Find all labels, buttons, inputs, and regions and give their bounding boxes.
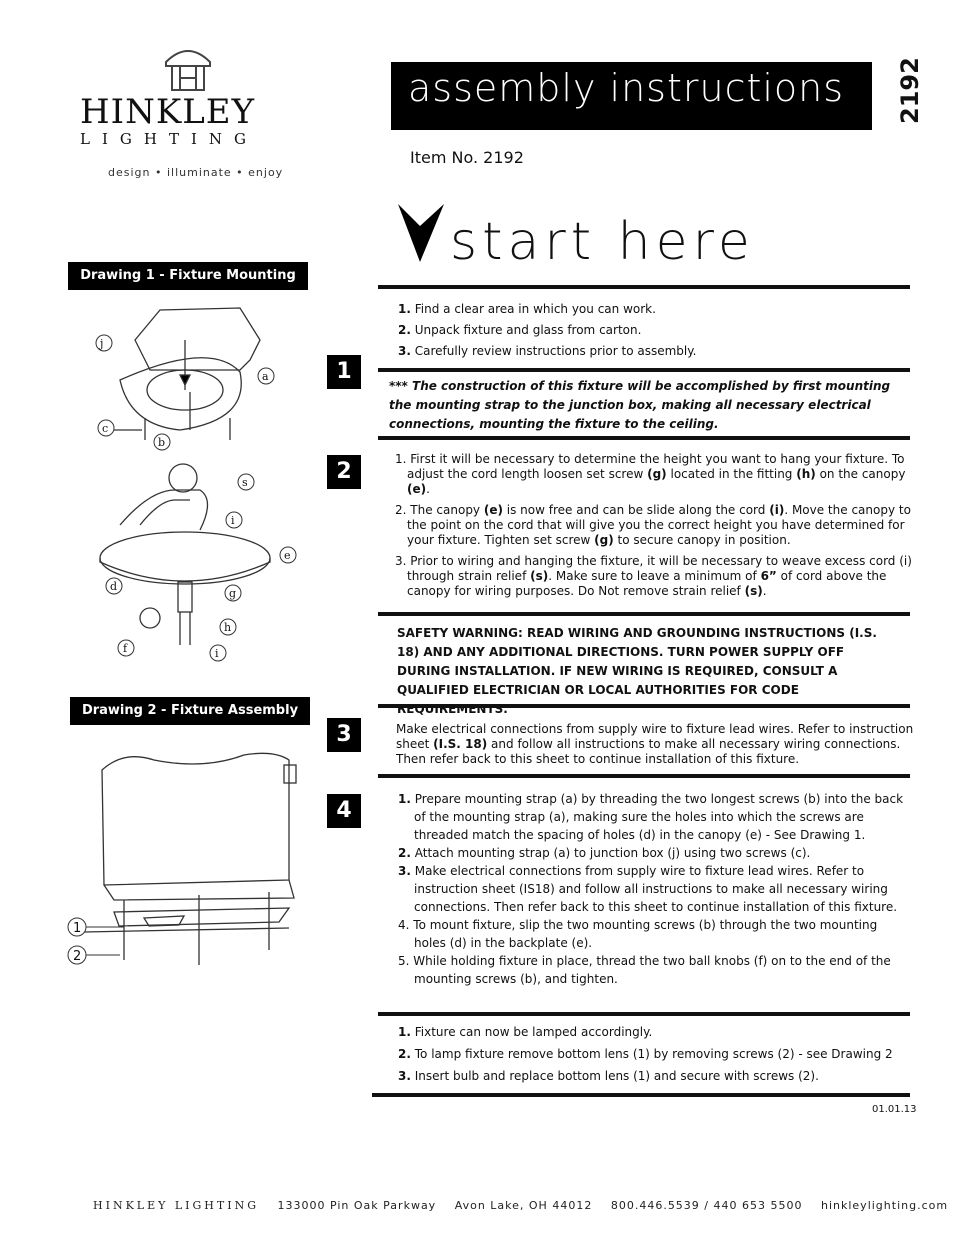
list-item: 3. Insert bulb and replace bottom lens (1) and secure with screws (2).: [398, 1069, 819, 1083]
logo-subtitle: LIGHTING: [80, 130, 258, 148]
item-number: Item No. 2192: [410, 148, 524, 167]
svg-text:s: s: [242, 476, 248, 489]
svg-text:f: f: [123, 642, 128, 655]
side-item-number: 2192: [896, 57, 924, 124]
footer-company: HINKLEY LIGHTING: [93, 1199, 259, 1212]
svg-text:j: j: [100, 337, 104, 350]
step-4-badge: 4: [327, 794, 361, 828]
prep-list: [398, 302, 898, 359]
footer-address: 133000 Pin Oak Parkway: [277, 1199, 437, 1212]
svg-text:g: g: [229, 587, 237, 600]
svg-text:d: d: [110, 580, 118, 593]
callout-e: [280, 547, 296, 563]
svg-text:a: a: [262, 370, 269, 383]
list-item: 5. While holding fixture in place, thread the two ball knobs (f) on to the end of the mounting screws (b), and tighten.: [398, 954, 891, 986]
logo-tagline: design • illuminate • enjoy: [108, 166, 284, 179]
list-item: 3. Carefully review instructions prior to assembly.: [398, 344, 697, 358]
svg-text:e: e: [284, 549, 291, 562]
callout-b: [154, 434, 170, 450]
footer: [93, 1199, 954, 1212]
step-2-list: [395, 452, 915, 599]
svg-text:h: h: [224, 621, 232, 634]
list-item: 2. Unpack fixture and glass from carton.: [398, 323, 642, 337]
footer-city: Avon Lake, OH 44012: [454, 1199, 593, 1212]
callout-a: [258, 368, 274, 384]
callout-j: [96, 335, 112, 351]
callout-1: [68, 918, 86, 936]
drawing1-label: Drawing 1 - Fixture Mounting: [68, 262, 308, 290]
list-item: 1. Prepare mounting strap (a) by threading the two longest screws (b) into the back of the mounting strap (a), making sure the holes into which the screws are threaded match the spacing of holes (d) in the canopy (e) - See Drawing 1.: [398, 792, 904, 842]
callout-2: [68, 946, 86, 964]
callout-i: [226, 512, 242, 528]
footer-website[interactable]: hinkleylighting.com: [820, 1199, 949, 1212]
footer-phone: 800.446.5539 / 440 653 5500: [610, 1199, 803, 1212]
list-item: 3. Prior to wiring and hanging the fixture, it will be necessary to weave excess cord (i) through strain relief (s). Make sure to leave a minimum of 6” of cord above the canopy for wiring purposes. Do Not remove strain relief (s).: [395, 554, 912, 598]
divider: [378, 774, 910, 778]
logo-wordmark: HINKLEY: [80, 92, 256, 132]
svg-text:2: 2: [73, 949, 82, 964]
svg-text:b: b: [158, 436, 166, 449]
start-here-heading: start here: [450, 212, 755, 272]
lamping-list: [398, 1025, 908, 1084]
construction-note: *** The construction of this fixture will be accomplished by first mounting the mounting strap to the junction box, making all necessary electrical connections, mounting the fixture to the ceiling.: [389, 379, 891, 431]
divider: [378, 285, 910, 289]
callout-g: [225, 585, 241, 601]
safety-warning: SAFETY WARNING: READ WIRING AND GROUNDING INSTRUCTIONS (I.S. 18) AND ANY ADDITIONAL DIRECTIONS. TURN POWER SUPPLY OFF DURING INSTALLATION. IF NEW WIRING IS REQUIRED, CONSULT A QUALIFIED ELECTRICIAN OR LOCAL AUTHORITIES FOR CODE REQUIREMENTS.: [397, 626, 877, 716]
list-item: 1. First it will be necessary to determine the height you want to hang your fixture. To adjust the cord length loosen set screw (g) located in the fitting (h) on the canopy (e).: [395, 452, 906, 496]
list-item: 2. The canopy (e) is now free and can be slide along the cord (i). Move the canopy to the point on the cord that will give you the correct height you have determined for your fixture. Tighten set screw (g) to secure canopy in position.: [395, 503, 911, 547]
callout-h: [220, 619, 236, 635]
divider: [378, 612, 910, 616]
step-3-text: Make electrical connections from supply wire to fixture lead wires. Refer to instruction sheet (I.S. 18) and follow all instructions to make all necessary wiring connections. Then refer back to this sheet to continue installation of this fixture.: [396, 722, 914, 766]
drawing2-label: Drawing 2 - Fixture Assembly: [70, 697, 310, 725]
step-3-badge: 3: [327, 718, 361, 752]
divider: [378, 368, 910, 372]
list-item: 2. Attach mounting strap (a) to junction box (j) using two screws (c).: [398, 846, 811, 860]
callout-c: [98, 420, 114, 436]
hinkley-crest-icon: [160, 44, 216, 94]
divider: [378, 436, 910, 440]
page-title: assembly instructions: [408, 66, 845, 110]
list-item: 4. To mount fixture, slip the two mounting screws (b) through the two mounting holes (d) in the backplate (e).: [398, 918, 878, 950]
svg-text:1: 1: [73, 921, 82, 936]
svg-text:i: i: [215, 647, 219, 660]
svg-text:c: c: [102, 422, 109, 435]
callout-d: [106, 578, 122, 594]
fixture-assembly-drawing: [64, 740, 314, 980]
fixture-mounting-drawing: [90, 300, 310, 670]
step-2-badge: 2: [327, 455, 361, 489]
revision-date: 01.01.13: [872, 1104, 917, 1115]
callout-s: [238, 474, 254, 490]
list-item: 2. To lamp fixture remove bottom lens (1) by removing screws (2) - see Drawing 2: [398, 1047, 893, 1061]
callout-i2: [210, 645, 226, 661]
step-4-list: [398, 790, 908, 988]
divider: [372, 1093, 910, 1097]
list-item: 1. Find a clear area in which you can work.: [398, 302, 656, 316]
list-item: 3. Make electrical connections from supply wire to fixture lead wires. Refer to instruction sheet (IS18) and follow all instructions to make all necessary wiring connections. Then refer back to this sheet to continue installation of this fixture.: [398, 864, 898, 914]
divider: [378, 1012, 910, 1016]
step-1-badge: 1: [327, 355, 361, 389]
start-arrow-icon: [398, 204, 444, 264]
callout-f: [118, 640, 134, 656]
svg-text:i: i: [231, 514, 235, 527]
list-item: 1. Fixture can now be lamped accordingly.: [398, 1025, 653, 1039]
